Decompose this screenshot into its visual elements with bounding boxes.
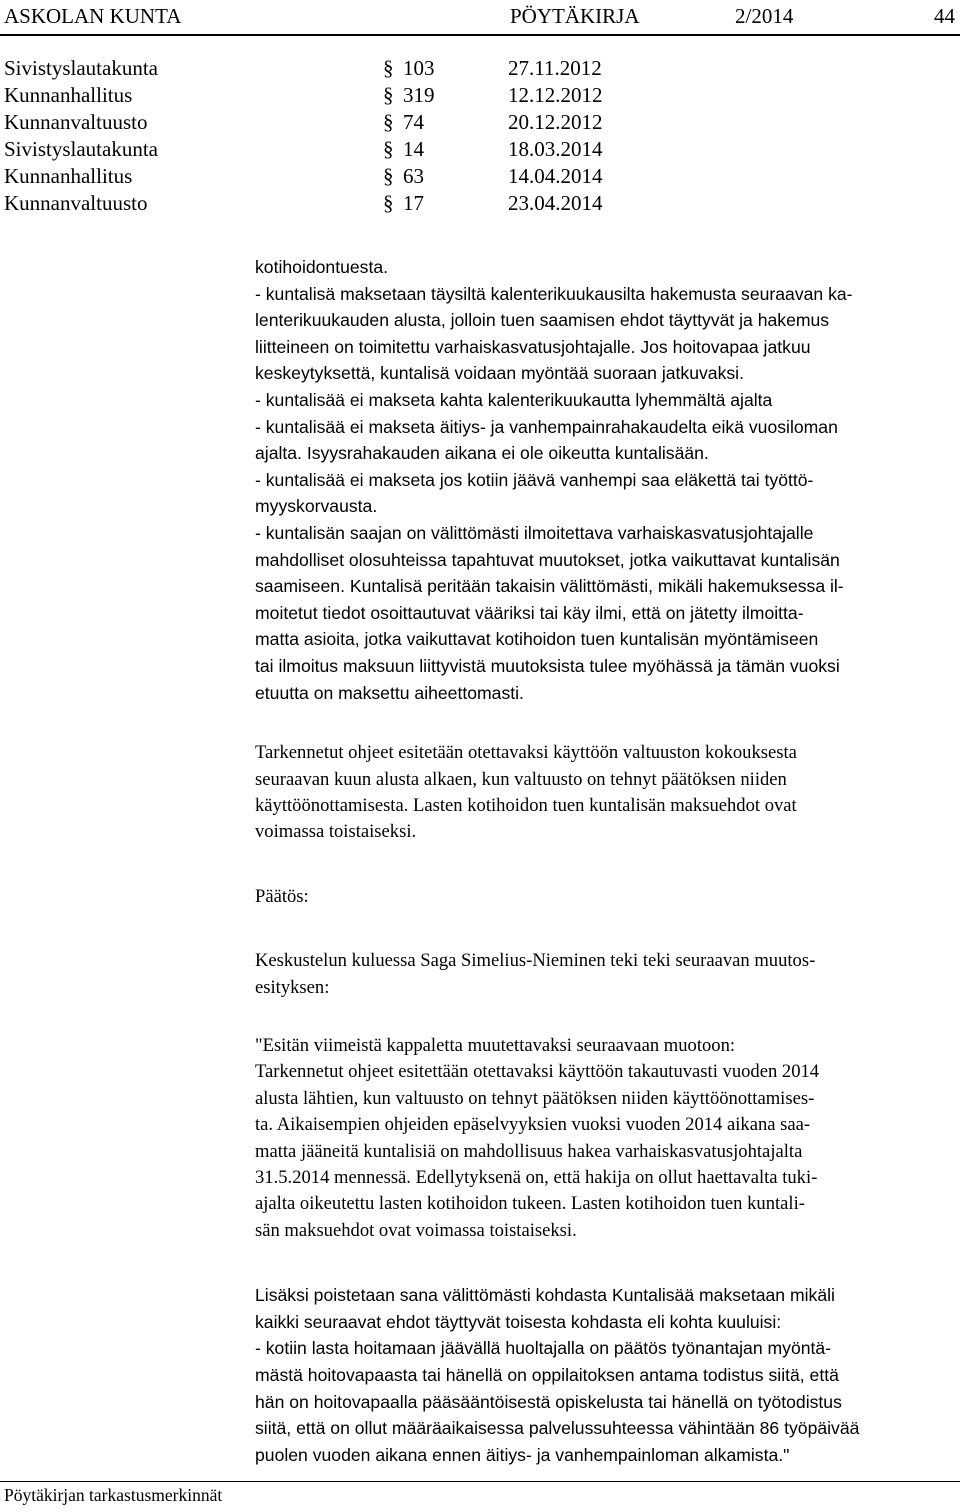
reference-body: Kunnanhallitus bbox=[4, 83, 133, 107]
document-number: 2/2014 bbox=[735, 4, 794, 28]
text-line: kaikki seuraavat ehdot täyttyvät toisesta kohdasta eli kohta kuuluisi: bbox=[255, 1311, 782, 1332]
reference-date: 23.04.2014 bbox=[508, 191, 603, 215]
text-line: Tarkennetut ohjeet esitetään otettavaksi käyttöön valtuuston kokouksesta bbox=[255, 742, 797, 764]
text-line: esityksen: bbox=[255, 976, 330, 998]
text-line: matta asioita, jotka vaikuttavat kotihoidon tuen kuntalisän myöntämiseen bbox=[255, 629, 819, 650]
organization-name: ASKOLAN KUNTA bbox=[4, 4, 182, 28]
text-line: kotihoidontuesta. bbox=[255, 257, 389, 277]
text-line: tai ilmoitus maksuun liittyvistä muutoksista tulee myöhässä ja tämän vuoksi bbox=[255, 655, 840, 676]
text-line: Tarkennetut ohjeet esitettään otettavaksi käyttöön takautuvasti vuoden 2014 bbox=[255, 1061, 820, 1083]
header-rule bbox=[0, 34, 960, 36]
text-line: voimassa toistaiseksi. bbox=[255, 821, 417, 843]
text-line: sän maksuehdot ovat voimassa toistaiseksi. bbox=[255, 1219, 577, 1241]
reference-section: 319 bbox=[403, 83, 435, 107]
section-symbol: § bbox=[383, 137, 394, 161]
text-line: mahdolliset olosuhteissa tapahtuvat muutokset, jotka vaikuttavat kuntalisän bbox=[255, 549, 840, 570]
reference-body: Sivistyslautakunta bbox=[4, 56, 158, 80]
text-line: puolen vuoden aikana ennen äitiys- ja vanhempainloman alkamista." bbox=[255, 1444, 790, 1465]
page-number: 44 bbox=[934, 4, 955, 28]
text-line: keskeytyksettä, kuntalisä voidaan myöntää suoraan jatkuvaksi. bbox=[255, 363, 744, 384]
text-line: - kuntalisän saajan on välittömästi ilmoitettava varhaiskasvatusjohtajalle bbox=[255, 522, 814, 543]
reference-row bbox=[0, 110, 700, 137]
text-line: ta. Aikaisempien ohjeiden epäselvyyksien vuoksi vuoden 2014 aikana saa- bbox=[255, 1114, 811, 1136]
reference-row bbox=[0, 137, 700, 164]
text-line: - kuntalisää ei makseta jos kotiin jäävä vanhempi saa eläkettä tai työttö- bbox=[255, 469, 814, 490]
document-type: PÖYTÄKIRJA bbox=[510, 4, 640, 28]
text-line: siitä, että on ollut määräaikaisessa palvelussuhteessa vähintään 86 työpäivää bbox=[255, 1418, 860, 1439]
reference-section: 74 bbox=[403, 110, 424, 134]
section-symbol: § bbox=[383, 164, 394, 188]
text-line: "Esitän viimeistä kappaletta muutettavaksi seuraavaan muotoon: bbox=[255, 1034, 736, 1056]
section-symbol: § bbox=[383, 83, 394, 107]
reference-date: 20.12.2012 bbox=[508, 110, 603, 134]
reference-section: 17 bbox=[403, 191, 424, 215]
text-line: alusta lähtien, kun valtuusto on tehnyt päätöksen niiden käyttöönottamises- bbox=[255, 1087, 815, 1109]
section-symbol: § bbox=[383, 191, 394, 215]
text-line: Keskustelun kuluessa Saga Simelius-Nieminen teki teki seuraavan muutos- bbox=[255, 950, 816, 972]
text-line: ajalta. Isyysrahakauden aikana ei ole oikeutta kuntalisään. bbox=[255, 443, 709, 464]
text-line: Lisäksi poistetaan sana välittömästi kohdasta Kuntalisää maksetaan mikäli bbox=[255, 1285, 835, 1306]
text-line: hän on hoitovapaalla pääsääntöisestä opiskelusta tai hänellä on työtodistus bbox=[255, 1391, 842, 1412]
reference-date: 14.04.2014 bbox=[508, 164, 603, 188]
footer-rule bbox=[0, 1481, 960, 1482]
text-line: liitteineen on toimitettu varhaiskasvatusjohtajalle. Jos hoitovapaa jatkuu bbox=[255, 336, 811, 357]
document-body bbox=[255, 254, 960, 1468]
proposal-addition bbox=[255, 1282, 960, 1468]
reference-section: 103 bbox=[403, 56, 435, 80]
text-line: käyttöönottamisesta. Lasten kotihoidon tuen kuntalisän maksuehdot ovat bbox=[255, 794, 797, 816]
reference-body: Kunnanvaltuusto bbox=[4, 191, 148, 215]
text-line: myyskorvausta. bbox=[255, 496, 378, 517]
decision-heading: Päätös: bbox=[255, 885, 309, 907]
text-line: seuraavan kuun alusta alkaen, kun valtuusto on tehnyt päätöksen niiden bbox=[255, 768, 787, 790]
reference-section: 63 bbox=[403, 164, 424, 188]
conditions-paragraph bbox=[255, 254, 960, 706]
reference-date: 12.12.2012 bbox=[508, 83, 603, 107]
text-line: - kuntalisä maksetaan täysiltä kalenterikuukausilta hakemusta seuraavan ka- bbox=[255, 283, 853, 304]
text-line: - kuntalisää ei makseta äitiys- ja vanhempainrahakaudelta eikä vuosiloman bbox=[255, 416, 838, 437]
text-line: 31.5.2014 mennessä. Edellytyksenä on, että hakija on ollut haettavalta tuki- bbox=[255, 1166, 818, 1188]
page-header bbox=[0, 0, 960, 30]
reference-date: 18.03.2014 bbox=[508, 137, 603, 161]
reference-row bbox=[0, 56, 700, 83]
text-line: ajalta oikeutettu lasten kotihoidon tukeen. Lasten kotihoidon tuen kuntali- bbox=[255, 1193, 805, 1215]
text-line: saamiseen. Kuntalisä peritään takaisin välittömästi, mikäli hakemuksessa il- bbox=[255, 576, 844, 597]
text-line: etuutta on maksettu aiheettomasti. bbox=[255, 682, 524, 703]
text-line: matta jääneitä kuntalisiä on mahdollisuus hakea varhaiskasvatusjohtajalta bbox=[255, 1140, 803, 1162]
reference-row bbox=[0, 164, 700, 191]
proposal-quote bbox=[255, 1033, 960, 1244]
reference-body: Kunnanhallitus bbox=[4, 164, 133, 188]
reference-body: Sivistyslautakunta bbox=[4, 137, 158, 161]
reference-row bbox=[0, 83, 700, 110]
text-line: - kuntalisää ei makseta kahta kalenterikuukautta lyhemmältä ajalta bbox=[255, 389, 773, 410]
section-symbol: § bbox=[383, 56, 394, 80]
text-line: moitetut tiedot osoittautuvat vääriksi tai käy ilmi, että on jätetty ilmoitta- bbox=[255, 602, 804, 623]
text-line: lenterikuukauden alusta, jolloin tuen saamisen ehdot täyttyvät ja hakemus bbox=[255, 310, 830, 331]
text-line: mästä hoitovapaasta tai hänellä on oppilaitoksen antama todistus siitä, että bbox=[255, 1364, 839, 1385]
section-symbol: § bbox=[383, 110, 394, 134]
footer-label: Pöytäkirjan tarkastusmerkinnät bbox=[4, 1485, 223, 1505]
reference-row bbox=[0, 191, 700, 218]
instructions-paragraph bbox=[255, 740, 960, 846]
reference-section: 14 bbox=[403, 137, 424, 161]
reference-body: Kunnanvaltuusto bbox=[4, 110, 148, 134]
reference-date: 27.11.2012 bbox=[508, 56, 602, 80]
meeting-references bbox=[0, 56, 700, 218]
text-line: - kotiin lasta hoitamaan jäävällä huoltajalla on päätös työnantajan myöntä- bbox=[255, 1338, 832, 1359]
proposal-intro bbox=[255, 948, 960, 1001]
